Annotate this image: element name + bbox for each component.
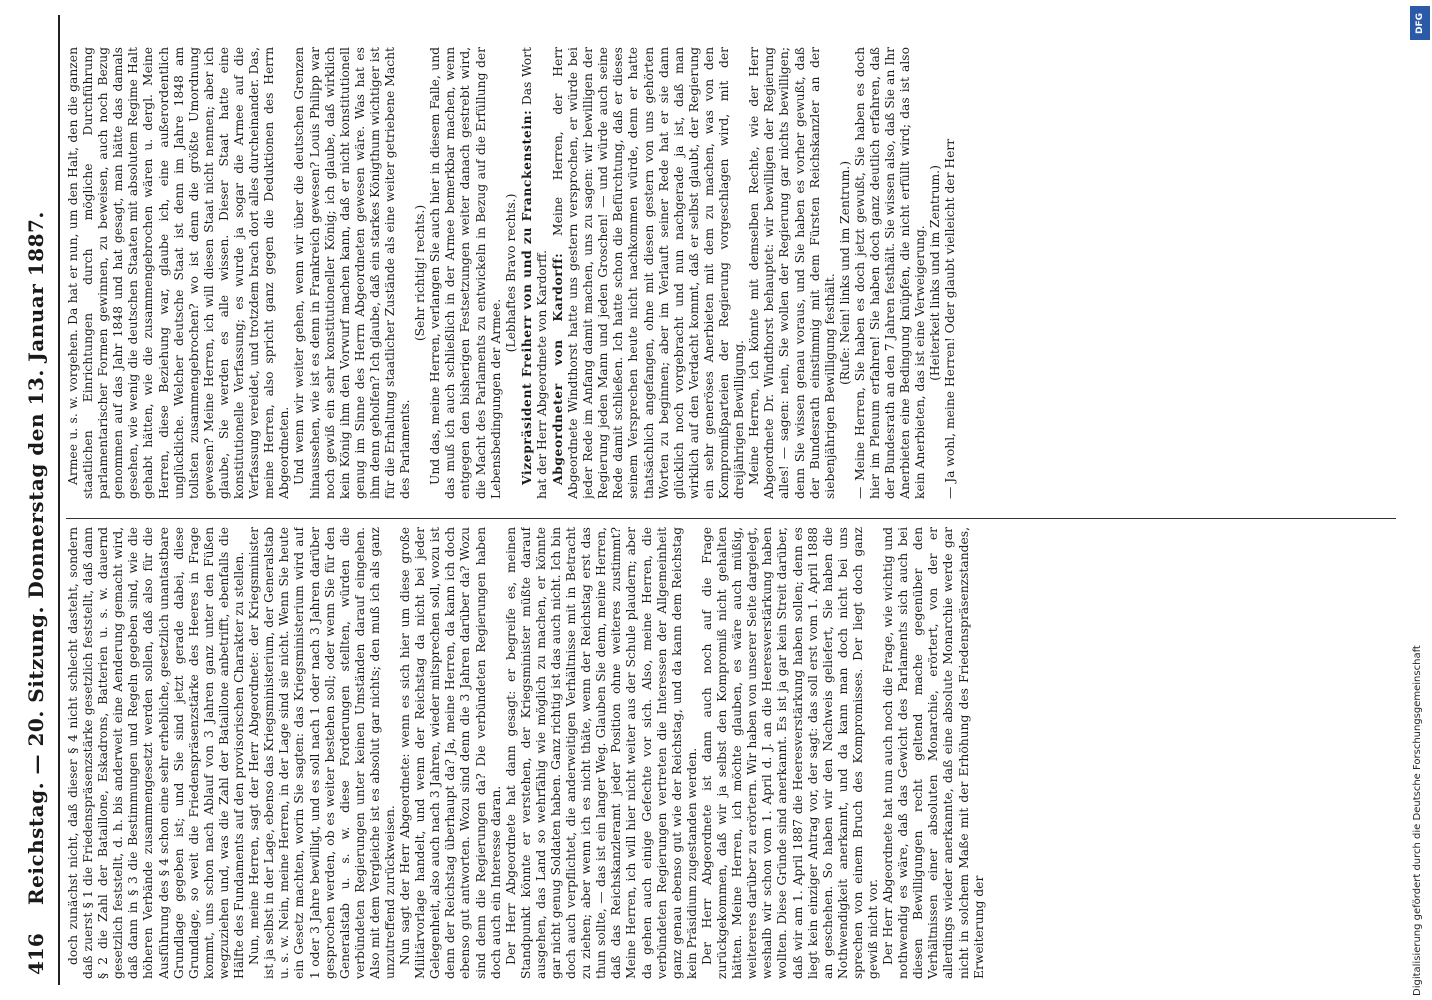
page-header (18, 15, 54, 985)
paragraph: Der Herr Abgeordnete hat dann gesagt: er begreife es, meinen Standpunkt könnte er verstehen, der Kriegsminister müßte darauf ausgehen, das Land so wehrfähig wie möglich zu machen, er könnte gar nicht genug Soldaten haben. Ganz richtig ist das auch nicht. Ich bin doch auch verpflichtet, die anderweitigen Verhältnisse mit in Betracht zu ziehen; aber wenn ich es nicht thäte, wenn der Reichstag erst das thun sollte, — das ist ein langer Weg. Glauben Sie denn, meine Herren, daß das Reichskanzleramt jeder Position ohne weiteres zustimmt? Meine Herren, ich will hier nicht weiter aus der Schule plaudern; aber da gehen auch einige Gefechte vor sich. Also, meine Herren, die verbündeten Regierungen vertreten die Interessen der Allgemeinheit ganz genau ebenso gut wie der Reichstag, und da kann dem Reichstag kein Präsidium zugestanden werden. (503, 527, 699, 979)
paragraph: doch zunächst nicht, daß dieser § 4 nicht schlecht dasteht, sondern daß zuerst § 1 die Friedenspräsenzstärke gesetzlich feststellt, daß dann § 2 die Zahl der Bataillone, Eskadrons, Batterien u. s. w. dauernd gesetzlich feststellt, d. h. bis anderweit eine Aenderung gemacht wird, daß dann in § 3 die Bestimmungen und Regeln gegeben sind, wie die höheren Verbände zusammengesetzt werden sollen, daß also für die Ausführung des § 4 schon eine sehr erhebliche, gesetzlich unantastbare Grundlage gegeben ist; und Sie sind jetzt gerade dabei, diese Grundlage, so weit die Friedenspräsenzstärke des Heeres in Frage kommt, uns schon nach Ablauf von 3 Jahren ganz unter den Füßen wegzuziehen und, was die Zahl der Bataillone anbetrifft, ebenfalls die Hälfte des Fundaments auf den provisorischen Charakter zu stellen. (66, 527, 247, 979)
interjection: (Heiterkeit links und im Zentrum.) (928, 165, 943, 381)
rotated-page-content (18, 15, 1408, 985)
digitization-credit: Digitalisierung gefördert durch die Deutsche Forschungsgemeinschaft (1412, 645, 1423, 996)
right-column (66, 47, 1396, 499)
speech-text: Meine Herren, der Herr Abgeordnete Windthorst hatte uns gestern versprochen, er würde bei jeder Rede im Anfang damit machen, uns zu sagen: wir bewilligen der Regierung jeden Mann und jeden Groschen! — und würde auch seine Rede damit schließen. Ich hatte schon die Befürchtung, daß er dieses seinem Versprechen heute nicht nachkommen würde, denn er hatte thatsächlich angefangen, ohne mit diesen gestern von uns gehörten Worten zu beginnen; aber im Verlauft seiner Rede hat er sie dann glücklich noch vorgebracht und nun nachgerade ja ist, daß man wirklich auf den Verdacht kommt, daß er selbst glaubt, der Regierung ein sehr generöses Anerbieten mit dem zu machen, was von den Kompromißparteien der Regierung vorgeschlagen wird, mit der dreijährigen Bewilligung. (551, 47, 747, 499)
paragraph: Nun, meine Herren, sagt der Herr Abgeordnete: der Kriegsminister ist ja selbst in der Lage, ebenso das Kriegsministerium, der Generalstab u. s. w. Nein, meine Herren, in der Lage sind sie nicht. Wenn Sie heute ein Gesetz machten, worin Sie sagten: das Kriegsministerium wird auf 1 oder 3 Jahre bewilligt, und es soll nach 1 oder nach 3 Jahren darüber gesprochen werden, ob es weiter bestehen soll; oder wenn Sie für den Generalstab u. s. w. diese Forderungen stellten, würden die verbündeten Regierungen unter keinen Umständen darauf eingehen. Also mit dem Vergleiche ist es absolut gar nichts; den muß ich als ganz unzutreffend zurückweisen. (247, 527, 397, 979)
left-column (66, 527, 1396, 979)
header-rule (58, 15, 60, 985)
interjection: (Rufe: Nein! links und im Zentrum.) (837, 160, 852, 386)
digitization-sidebar (1408, 0, 1432, 1000)
paragraph: — Meine Herren, Sie haben es doch jetzt gewußt, Sie haben es doch hier im Plenum erfahren! Sie haben doch ganz deutlich erfahren, daß der Bundesrath an den 7 Jahren festhält. Sie wissen also, daß Sie an Ihr Anerbieten eine Bedingung knüpfen, die nicht erfüllt wird; das ist also kein Anerbieten, das ist eine Verweigerung. (852, 47, 928, 499)
paragraph: Und das, meine Herren, verlangen Sie auch hier in diesem Falle, und das muß ich auch schließlich in der Armee bemerkbar machen, wenn entgegen den bisherigen Festsetzungen weiter danach gestrebt wird, die Macht des Parlaments zu entwickeln in Bezug auf die Erfüllung der Lebensbedingungen der Armee. (428, 47, 503, 499)
paragraph: Armee u. s. w. vorgehen. Da hat er nun, um den Halt, den die ganzen staatlichen Einrichtungen durch mögliche Durchführung parlamentarischer Formen gewinnen, zu beweisen, auch noch Bezug genommen auf das Jahr 1848 und hat gesagt, man hätte das damals gesehen, wie wenig die deutschen Staaten mit absolutem Regime Halt gehabt hätten, wie die zusammengebrochen wären u. dergl. Meine Herren, diese Beziehung war, glaube ich, eine außerordentlich unglückliche. Welcher deutsche Staat ist denn im Jahre 1848 am tollsten zusammengebrochen? wo ist denn die größte Umordnung gewesen? Meine Herren, ich will diesen Staat nicht nennen; aber ich glaube, Sie werden es alle wissen. Dieser Staat hatte eine konstitutionelle Verfassung; es wurde ja sogar die Armee auf die Verfassung vereidet, und trotzdem brach dort alles durcheinander. Das, meine Herren, also spricht ganz gegen die Deduktionen des Herrn Abgeordneten. (66, 47, 292, 499)
paragraph: Der Herr Abgeordnete ist dann auch noch auf die Frage zurückgekommen, daß wir ja selbst den Kompromiß nicht gehalten hätten. Meine Herren, ich möchte glauben, es wäre auch müßig, weitereres darüber zu erörtern. Wir haben von unserer Seite dargelegt, weshalb wir schon vom 1. April d. J. an die Heeresverstärkung haben wollten. Diese Gründe sind anerkannt. Es ist ja gar kein Streit darüber, daß wir am 1. April 1887 die Heeresverstärkung haben sollen; denn es liegt kein einziger Antrag vor, der sagt: das soll erst vom 1. April 1888 an geschehen. So haben wir den Nachweis geliefert, Sie haben die Nothwendigkeit anerkannt, und da kann man doch nicht bei uns sprechen von einem Bruch des Kompromisses. Der liegt doch ganz gewiß nicht vor. (699, 527, 880, 979)
paragraph: Der Herr Abgeordnete hat nun auch noch die Frage, wie wichtig und nothwendig es wäre, daß das Gewicht des Parlaments sich auch bei diesen Bewilligungen recht geltend mache gegenüber den Verhältnissen einer absoluten Monarchie, erörtert, von der er allerdings wieder anerkannte, daß eine absolute Monarchie werde gar nicht in solchem Maße mit der Erhöhung des Friedenspräsenzstandes, Erweiterung der (881, 527, 986, 979)
interjection: (Lebhaftes Bravo rechts.) (503, 193, 518, 353)
running-title: Reichstag. — 20. Sitzung. Donnerstag den 13. Januar 1887. (24, 211, 48, 905)
dfg-logo: DFG (1410, 6, 1430, 40)
paragraph: — Ja wohl, meine Herren! Oder glaubt vielleicht der Herr (943, 138, 958, 499)
speaker-name: Abgeordneter von Kardorff: (550, 252, 565, 485)
page-number: 416 (24, 933, 48, 975)
paragraph (519, 47, 550, 499)
column-divider (66, 518, 1396, 519)
paragraph (550, 47, 747, 499)
interjection: (Sehr richtig! rechts.) (413, 204, 428, 342)
paragraph: Meine Herren, ich könnte mit demselben Rechte, wie der Herr Abgeordnete Dr. Windthorst behauptet: wir bewilligen der Regierung alles! — sagen: nein, Sie wollen der Regierung gar nichts bewilligen; denn Sie wissen genau voraus, und Sie haben es vorher gewußt, daß der Bundesrath einstimmig mit dem Fürsten Reichskanzler an der siebenjährigen Bewilligung festhält. (747, 47, 837, 499)
paragraph: Und wenn wir weiter gehen, wenn wir über die deutschen Grenzen hinaussehen, wie ist es denn in Frankreich gewesen? Louis Philipp war noch gewiß ein sehr konstitutioneller König; ich glaube, daß wirklich kein König ihm den Vorwurf machen kann, daß er nicht konstitutionell genug im Sinne des Herrn Abgeordneten gewesen wäre. Was hat es ihm denn geholfen? Ich glaube, daß ein starkes Königthum wichtiger ist für die Erhaltung staatlicher Zustände als eine weiter getriebene Macht des Parlaments. (292, 47, 413, 499)
paragraph: Nun sagt der Herr Abgeordnete: wenn es sich hier um diese große Militärvorlage handelt, und wenn der Reichstag da nicht bei jeder Gelegenheit, also auch nach 3 Jahren, wieder mitsprechen soll, wozu ist denn der Reichstag überhaupt da? Ja, meine Herren, da kann ich doch ebenso gut antworten. Wozu sind denn die 3 Jahren darüber da? Wozu sind denn die Regierungen da? Die verbündeten Regierungen haben doch auch ein Interesse daran. (398, 527, 503, 979)
speech-text: Das Wort hat der Herr Abgeordnete von Kardorff. (519, 47, 549, 499)
speaker-name: Vizepräsident Freiherr von und zu Franckenstein: (518, 109, 534, 485)
